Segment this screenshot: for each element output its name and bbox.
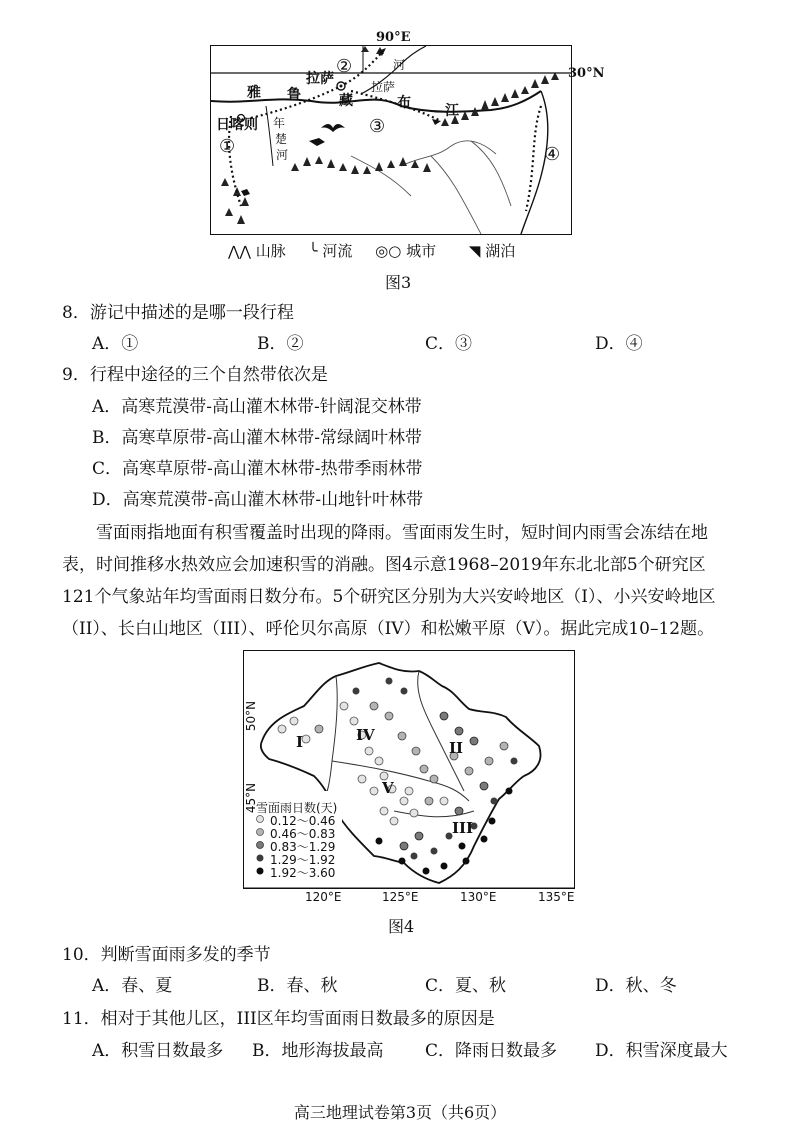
bird-icon	[321, 124, 345, 132]
passage-line-3: 121个气象站年均雪面雨日数分布。5个研究区分别为大兴安岭地区（I）、小兴安岭地区	[62, 587, 716, 607]
city-icon: ◎○	[375, 242, 402, 260]
lake-icon-2	[241, 189, 250, 196]
label-lhasa-he: 河	[393, 58, 406, 72]
lon-label-130e: 130°E	[460, 890, 497, 904]
region-label-ii: II	[449, 739, 464, 757]
legend-lake: 湖泊	[485, 242, 516, 260]
legend-title: 雪面雨日数(天)	[256, 801, 338, 815]
lon-label-135e: 135°E	[538, 890, 575, 904]
mountain-icon: ⋀⋀	[228, 244, 251, 260]
lon-label-120e: 120°E	[305, 890, 342, 904]
question-11-stem: 11．相对于其他儿区，III区年均雪面雨日数最多的原因是	[62, 1009, 495, 1029]
question-9-option-c[interactable]: C．高寒草原带-高山灌木林带-热带季雨林带	[92, 459, 423, 479]
label-30n: 30°N	[568, 66, 605, 81]
label-nianchu-2: 楚	[275, 132, 288, 146]
question-9-option-b[interactable]: B．高寒草原带-高山灌木林带-常绿阔叶林带	[92, 428, 422, 448]
question-8-option-d[interactable]: D．④	[595, 334, 643, 354]
legend-river: 河流	[322, 242, 353, 260]
region-label-iii: III	[452, 819, 474, 837]
question-8-option-c[interactable]: C．③	[425, 334, 473, 354]
label-nianchu-1: 年	[273, 116, 286, 130]
figure-3-caption: 图3	[385, 273, 412, 292]
legend-item-1: 0.12～0.46	[270, 814, 336, 828]
label-lhasa-river: 拉萨	[371, 80, 396, 94]
label-route-4: ④	[544, 144, 561, 165]
passage-line-2: 表，时间推移水热效应会加速积雪的消融。图4示意1968–2019年东北北部5个研究区	[62, 555, 706, 575]
question-8-option-b[interactable]: B．②	[257, 334, 304, 354]
route-3-line	[351, 91, 441, 121]
label-lhasa: 拉萨	[306, 71, 334, 87]
question-8-stem: 8．游记中描述的是哪一段行程	[62, 303, 294, 323]
question-10-option-b[interactable]: B．春、秋	[257, 976, 338, 996]
legend-item-5: 1.92～3.60	[270, 866, 336, 880]
question-11-option-c[interactable]: C．降雨日数最多	[425, 1041, 558, 1061]
figure-3-map-drawing	[211, 46, 571, 234]
question-11-option-b[interactable]: B．地形海拔最高	[252, 1041, 384, 1061]
label-river-bu: 布	[397, 95, 411, 111]
figure-3-legend	[228, 240, 515, 261]
lake-icon: ◥	[468, 242, 481, 260]
route-4-line	[526, 106, 541, 211]
figure-3-map	[210, 45, 572, 235]
lon-label-125e: 125°E	[382, 890, 419, 904]
lake-icon-1	[309, 138, 325, 146]
question-11-option-d[interactable]: D．积雪深度最大	[595, 1041, 728, 1061]
label-river-jiang: 江	[445, 103, 459, 119]
legend-item-3: 0.83～1.29	[270, 840, 336, 854]
question-8-option-a[interactable]: A．①	[92, 334, 139, 354]
label-route-3: ③	[369, 116, 386, 137]
question-10-option-a[interactable]: A．春、夏	[92, 976, 173, 996]
label-river-zang: 藏	[339, 93, 353, 109]
label-nianchu-3: 河	[276, 148, 289, 162]
figure-4-map	[243, 650, 575, 889]
river-icon: ╰	[308, 242, 318, 260]
region-label-v: V	[382, 779, 394, 797]
question-9-stem: 9．行程中途径的三个自然带依次是	[62, 365, 328, 385]
question-10-option-d[interactable]: D．秋、冬	[595, 976, 677, 996]
passage-line-1: 雪面雨指地面有积雪覆盖时出现的降雨。雪面雨发生时，短时间内雨雪会冻结在地	[96, 523, 708, 543]
legend-mountain: 山脉	[255, 242, 286, 260]
passage-line-4: （II）、长白山地区（III）、呼伦贝尔高原（IV）和松嫩平原（V）。据此完成10–12题。	[62, 619, 715, 639]
lat-label-45n: 45°N	[244, 782, 259, 814]
label-route-1: ①	[219, 136, 236, 157]
label-river-ya: 雅	[247, 85, 261, 101]
legend-item-2: 0.46～0.83	[270, 827, 336, 841]
lat-label-50n: 50°N	[244, 700, 259, 732]
legend-city: 城市	[406, 242, 437, 260]
question-9-option-d[interactable]: D．高寒荒漠带-高山灌木林带-山地针叶林带	[92, 490, 424, 510]
question-11-option-a[interactable]: A．积雪日数最多	[92, 1041, 224, 1061]
label-90e: 90°E	[376, 30, 411, 45]
figure-4-caption: 图4	[388, 917, 415, 936]
label-route-2: ②	[336, 56, 353, 77]
page-footer: 高三地理试卷第3页（共6页）	[293, 1103, 507, 1122]
question-9-option-a[interactable]: A．高寒荒漠带-高山灌木林带-针阔混交林带	[92, 397, 422, 417]
question-10-stem: 10．判断雪面雨多发的季节	[62, 945, 271, 965]
label-river-lu: 鲁	[287, 87, 301, 103]
region-label-iv: IV	[356, 726, 375, 744]
question-10-option-c[interactable]: C．夏、秋	[425, 976, 507, 996]
region-label-i: I	[296, 733, 304, 751]
label-shigatse: 日喀则	[216, 117, 258, 133]
legend-item-4: 1.29～1.92	[270, 853, 336, 867]
